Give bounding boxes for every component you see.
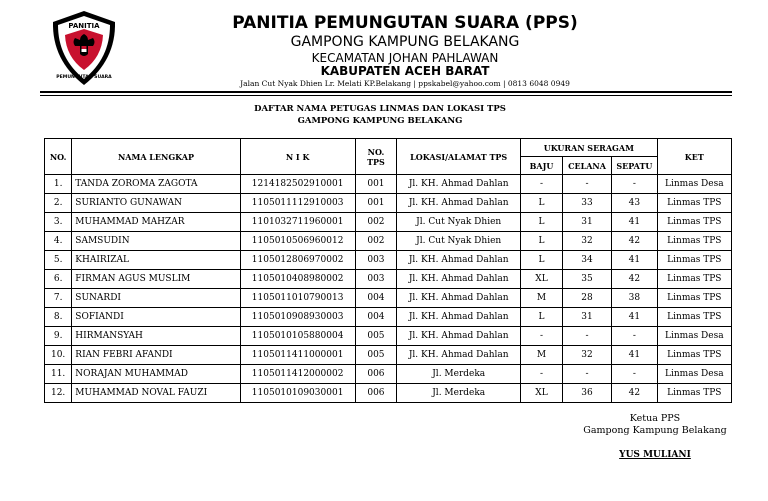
- cell-lokasi: Jl. KH. Ahmad Dahlan: [397, 194, 521, 213]
- village-name: GAMPONG KAMPUNG BELAKANG: [290, 34, 520, 50]
- cell-sepatu: 38: [612, 289, 658, 308]
- cell-ket: Linmas Desa: [657, 175, 731, 194]
- cell-nik: 1105011112910003: [240, 194, 355, 213]
- cell-ket: Linmas TPS: [657, 346, 731, 365]
- cell-ket: Linmas Desa: [657, 365, 731, 384]
- cell-ket: Linmas TPS: [657, 308, 731, 327]
- cell-sepatu: 41: [612, 213, 658, 232]
- cell-tps: 004: [355, 289, 397, 308]
- cell-nama: SURIANTO GUNAWAN: [72, 194, 240, 213]
- cell-baju: L: [521, 194, 563, 213]
- table-row: [45, 346, 732, 365]
- header-no: NO.: [45, 139, 72, 175]
- header-nama: NAMA LENGKAP: [72, 139, 240, 175]
- cell-sepatu: -: [612, 365, 658, 384]
- cell-lokasi: Jl. KH. Ahmad Dahlan: [397, 270, 521, 289]
- cell-celana: -: [562, 175, 611, 194]
- cell-lokasi: Jl. KH. Ahmad Dahlan: [397, 308, 521, 327]
- cell-lokasi: Jl. KH. Ahmad Dahlan: [397, 251, 521, 270]
- cell-nama: SUNARDI: [72, 289, 240, 308]
- table-row: [45, 289, 732, 308]
- pps-logo: [50, 10, 118, 86]
- cell-tps: 001: [355, 175, 397, 194]
- cell-nama: TANDA ZOROMA ZAGOTA: [72, 175, 240, 194]
- cell-baju: M: [521, 346, 563, 365]
- cell-no: 5.: [45, 251, 72, 270]
- cell-tps: 001: [355, 194, 397, 213]
- cell-lokasi: Jl. KH. Ahmad Dahlan: [397, 327, 521, 346]
- cell-lokasi: Jl. KH. Ahmad Dahlan: [397, 346, 521, 365]
- table-row: [45, 384, 732, 403]
- cell-no: 10.: [45, 346, 72, 365]
- cell-celana: 31: [562, 213, 611, 232]
- cell-nama: KHAIRIZAL: [72, 251, 240, 270]
- table-row: [45, 194, 732, 213]
- cell-sepatu: 42: [612, 270, 658, 289]
- table-row: [45, 213, 732, 232]
- cell-nama: SOFIANDI: [72, 308, 240, 327]
- cell-no: 11.: [45, 365, 72, 384]
- cell-tps: 003: [355, 251, 397, 270]
- cell-nama: FIRMAN AGUS MUSLIM: [72, 270, 240, 289]
- cell-ket: Linmas TPS: [657, 270, 731, 289]
- cell-tps: 006: [355, 384, 397, 403]
- cell-no: 9.: [45, 327, 72, 346]
- cell-nik: 1101032711960001: [240, 213, 355, 232]
- cell-celana: 32: [562, 232, 611, 251]
- cell-lokasi: Jl. Cut Nyak Dhien: [397, 213, 521, 232]
- cell-nik: 1105012806970002: [240, 251, 355, 270]
- cell-nik: 1105010105880004: [240, 327, 355, 346]
- cell-baju: XL: [521, 270, 563, 289]
- header-sepatu: SEPATU: [612, 157, 658, 175]
- cell-tps: 005: [355, 327, 397, 346]
- cell-no: 4.: [45, 232, 72, 251]
- signature-place: Gampong Kampung Belakang: [583, 425, 727, 436]
- cell-celana: 31: [562, 308, 611, 327]
- cell-celana: 32: [562, 346, 611, 365]
- cell-sepatu: 41: [612, 346, 658, 365]
- district-name: KECAMATAN JOHAN PAHLAWAN: [311, 51, 499, 65]
- signature-role: Ketua PPS: [629, 413, 681, 424]
- cell-lokasi: Jl. KH. Ahmad Dahlan: [397, 289, 521, 308]
- cell-nik: 1214182502910001: [240, 175, 355, 194]
- cell-ket: Linmas TPS: [657, 384, 731, 403]
- cell-celana: 33: [562, 194, 611, 213]
- address-line: Jalan Cut Nyak Dhien Lr. Melati KP.Belakang | ppskabel@yahoo.com | 0813 6048 0949: [240, 79, 570, 88]
- header-ket: KET: [657, 139, 731, 175]
- header-no-tps: NO. TPS: [355, 139, 397, 175]
- cell-sepatu: 43: [612, 194, 658, 213]
- cell-celana: 34: [562, 251, 611, 270]
- cell-nik: 1105011411000001: [240, 346, 355, 365]
- cell-no: 12.: [45, 384, 72, 403]
- regency-name: KABUPATEN ACEH BARAT: [320, 64, 490, 78]
- cell-sepatu: -: [612, 327, 658, 346]
- cell-nik: 1105011010790013: [240, 289, 355, 308]
- cell-tps: 002: [355, 213, 397, 232]
- cell-nik: 1105010908930003: [240, 308, 355, 327]
- cell-tps: 005: [355, 346, 397, 365]
- cell-baju: L: [521, 251, 563, 270]
- header-celana: CELANA: [562, 157, 611, 175]
- cell-celana: 28: [562, 289, 611, 308]
- cell-baju: M: [521, 289, 563, 308]
- cell-nama: SAMSUDIN: [72, 232, 240, 251]
- cell-baju: -: [521, 365, 563, 384]
- header-divider-thick: [40, 91, 732, 93]
- cell-sepatu: 42: [612, 384, 658, 403]
- cell-lokasi: Jl. Merdeka: [397, 384, 521, 403]
- table-row: [45, 251, 732, 270]
- header-ukuran-seragam: UKURAN SERAGAM: [521, 139, 658, 157]
- signature-name: YUS MULIANI: [619, 450, 691, 460]
- document-title: [140, 103, 620, 127]
- cell-no: 1.: [45, 175, 72, 194]
- cell-nama: MUHAMMAD NOVAL FAUZI: [72, 384, 240, 403]
- table-row: [45, 327, 732, 346]
- document-title-line1: DAFTAR NAMA PETUGAS LINMAS DAN LOKASI TPS: [254, 104, 506, 114]
- cell-celana: 35: [562, 270, 611, 289]
- table-body: [45, 175, 732, 403]
- cell-baju: -: [521, 327, 563, 346]
- table-row: [45, 365, 732, 384]
- logo-bottom-text: PEMUNGUTAN SUARA: [56, 75, 112, 80]
- cell-nik: 1105011412000002: [240, 365, 355, 384]
- cell-ket: Linmas TPS: [657, 213, 731, 232]
- cell-no: 2.: [45, 194, 72, 213]
- table-row: [45, 308, 732, 327]
- letterhead: [130, 13, 680, 89]
- cell-nama: MUHAMMAD MAHZAR: [72, 213, 240, 232]
- cell-nik: 1105010408980002: [240, 270, 355, 289]
- cell-tps: 002: [355, 232, 397, 251]
- cell-tps: 003: [355, 270, 397, 289]
- cell-ket: Linmas TPS: [657, 289, 731, 308]
- signature-block: [560, 413, 750, 461]
- cell-ket: Linmas TPS: [657, 251, 731, 270]
- cell-nama: NORAJAN MUHAMMAD: [72, 365, 240, 384]
- cell-sepatu: 42: [612, 232, 658, 251]
- org-title: PANITIA PEMUNGUTAN SUARA (PPS): [232, 13, 578, 33]
- cell-celana: -: [562, 365, 611, 384]
- cell-tps: 006: [355, 365, 397, 384]
- cell-sepatu: 41: [612, 308, 658, 327]
- cell-ket: Linmas Desa: [657, 327, 731, 346]
- cell-nik: 1105010506960012: [240, 232, 355, 251]
- cell-sepatu: -: [612, 175, 658, 194]
- cell-baju: -: [521, 175, 563, 194]
- cell-ket: Linmas TPS: [657, 194, 731, 213]
- officer-table: [44, 138, 732, 403]
- cell-no: 6.: [45, 270, 72, 289]
- table-row: [45, 232, 732, 251]
- cell-sepatu: 41: [612, 251, 658, 270]
- cell-no: 3.: [45, 213, 72, 232]
- header-baju: BAJU: [521, 157, 563, 175]
- cell-no: 8.: [45, 308, 72, 327]
- cell-lokasi: Jl. KH. Ahmad Dahlan: [397, 175, 521, 194]
- document-title-line2: GAMPONG KAMPUNG BELAKANG: [297, 116, 463, 126]
- cell-lokasi: Jl. Merdeka: [397, 365, 521, 384]
- table-row: [45, 270, 732, 289]
- cell-tps: 004: [355, 308, 397, 327]
- cell-celana: -: [562, 327, 611, 346]
- cell-no: 7.: [45, 289, 72, 308]
- table-row: [45, 175, 732, 194]
- cell-lokasi: Jl. Cut Nyak Dhien: [397, 232, 521, 251]
- cell-baju: L: [521, 232, 563, 251]
- header-nik: N I K: [240, 139, 355, 175]
- header-lokasi: LOKASI/ALAMAT TPS: [397, 139, 521, 175]
- cell-nik: 1105010109030001: [240, 384, 355, 403]
- logo-top-text: PANITIA: [68, 22, 100, 30]
- cell-baju: L: [521, 213, 563, 232]
- cell-nama: RIAN FEBRI AFANDI: [72, 346, 240, 365]
- cell-celana: 36: [562, 384, 611, 403]
- cell-baju: XL: [521, 384, 563, 403]
- cell-nama: HIRMANSYAH: [72, 327, 240, 346]
- cell-baju: L: [521, 308, 563, 327]
- header-divider-thin: [40, 95, 732, 96]
- cell-ket: Linmas TPS: [657, 232, 731, 251]
